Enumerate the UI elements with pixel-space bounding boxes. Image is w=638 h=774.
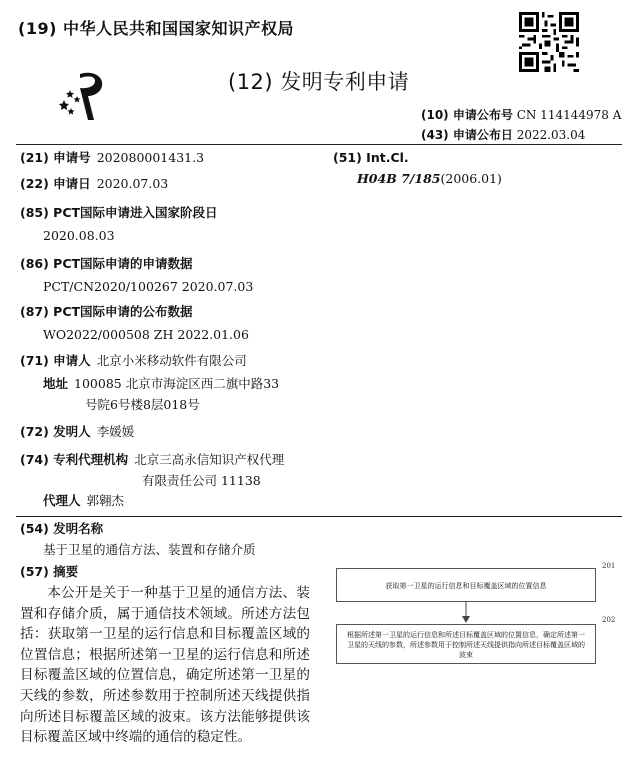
pct-application-value: PCT/CN2020/100267 2020.07.03	[43, 279, 254, 294]
flow-step-1-number: 201	[602, 562, 616, 570]
flow-step-2-number: 202	[602, 616, 616, 624]
intcl-label: (51) Int.Cl.	[333, 150, 409, 165]
abstract-text: 本公开是关于一种基于卫星的通信方法、装置和存储介质，属于通信技术领域。所述方法包括：获取第一卫星的运行信息和目标覆盖区域的位置信息；根据所述第一卫星的运行信息和所述目标覆盖区域的位置信息，确定所述第一卫星的天线的参数，所述参数用于控制所述天线提供指向所述目标覆盖区域的波束。该方法能够提供该目标覆盖区域中终端的通信的稳定性。	[20, 585, 310, 746]
intcl-date: (2006.01)	[440, 171, 502, 186]
pct-application-label: (86) PCT国际申请的申请数据	[20, 256, 193, 271]
publication-date-value: 2022.03.04	[516, 128, 586, 142]
publication-date-label: (43) 申请公布日	[421, 128, 513, 142]
qr-code-icon	[519, 12, 579, 72]
intcl-code: H04B 7/185	[357, 171, 441, 186]
pct-entry-label: (85) PCT国际申请进入国家阶段日	[20, 205, 218, 220]
document-title: (12) 发明专利申请	[228, 70, 410, 94]
applicant-label: (71) 申请人	[20, 353, 91, 368]
abstract-flowchart	[330, 560, 630, 690]
address-row	[43, 375, 279, 393]
agency-label: (74) 专利代理机构	[20, 452, 129, 467]
address-line-1: 100085 北京市海淀区西二旗中路33	[74, 376, 280, 391]
applicant-value: 北京小米移动软件有限公司	[96, 353, 247, 368]
invention-name-label: (54) 发明名称	[20, 521, 104, 536]
flow-step-1: 获取第一卫星的运行信息和目标覆盖区域的位置信息	[336, 568, 596, 602]
publication-number-label: (10) 申请公布号	[421, 108, 513, 122]
top-divider	[16, 144, 622, 145]
publication-number-row	[421, 106, 621, 123]
agency-line-2: 有限责任公司 11138	[142, 473, 261, 488]
flow-step-2-line-2: 卫星的天线的参数，所述参数用于控制所述天线提供指向所述目标覆盖区域的	[347, 641, 585, 649]
address-label: 地址	[43, 376, 69, 391]
application-date-row	[20, 175, 168, 193]
agency-row	[20, 451, 284, 469]
application-date-label: (22) 申请日	[20, 176, 91, 191]
application-number-row	[20, 149, 204, 167]
flow-step-2-line-3: 波束	[459, 651, 473, 659]
inventor-value: 李媛媛	[96, 424, 135, 439]
pct-publication-value: WO2022/000508 ZH 2022.01.06	[43, 327, 249, 342]
flow-step-2	[336, 624, 596, 664]
applicant-row	[20, 352, 247, 370]
agent-row	[43, 492, 124, 510]
agency-line-1: 北京三高永信知识产权代理	[134, 452, 285, 467]
abstract-label: (57) 摘要	[20, 564, 79, 579]
flow-arrow	[460, 602, 472, 624]
flow-step-2-line-1: 根据所述第一卫星的运行信息和所述目标覆盖区域的位置信息，确定所述第一	[347, 631, 585, 639]
invention-name-value: 基于卫星的通信方法、装置和存储介质	[43, 542, 256, 557]
pct-entry-value: 2020.08.03	[43, 228, 115, 243]
application-number-label: (21) 申请号	[20, 150, 91, 165]
office-heading: (19) 中华人民共和国国家知识产权局	[18, 19, 294, 38]
intcl-row	[357, 170, 502, 188]
agent-value: 郭翱杰	[86, 493, 125, 508]
publication-number-value: CN 114144978 A	[516, 108, 622, 122]
agent-label: 代理人	[43, 493, 81, 508]
application-date-value: 2020.07.03	[96, 176, 169, 191]
publication-date-row	[421, 126, 585, 143]
pct-publication-label: (87) PCT国际申请的公布数据	[20, 304, 193, 319]
inventor-label: (72) 发明人	[20, 424, 91, 439]
inventor-row	[20, 423, 134, 441]
address-line-2: 号院6号楼8层018号	[85, 397, 200, 412]
application-number-value: 202080001431.3	[96, 150, 205, 165]
bottom-divider	[16, 516, 622, 517]
patent-office-logo	[58, 64, 114, 122]
